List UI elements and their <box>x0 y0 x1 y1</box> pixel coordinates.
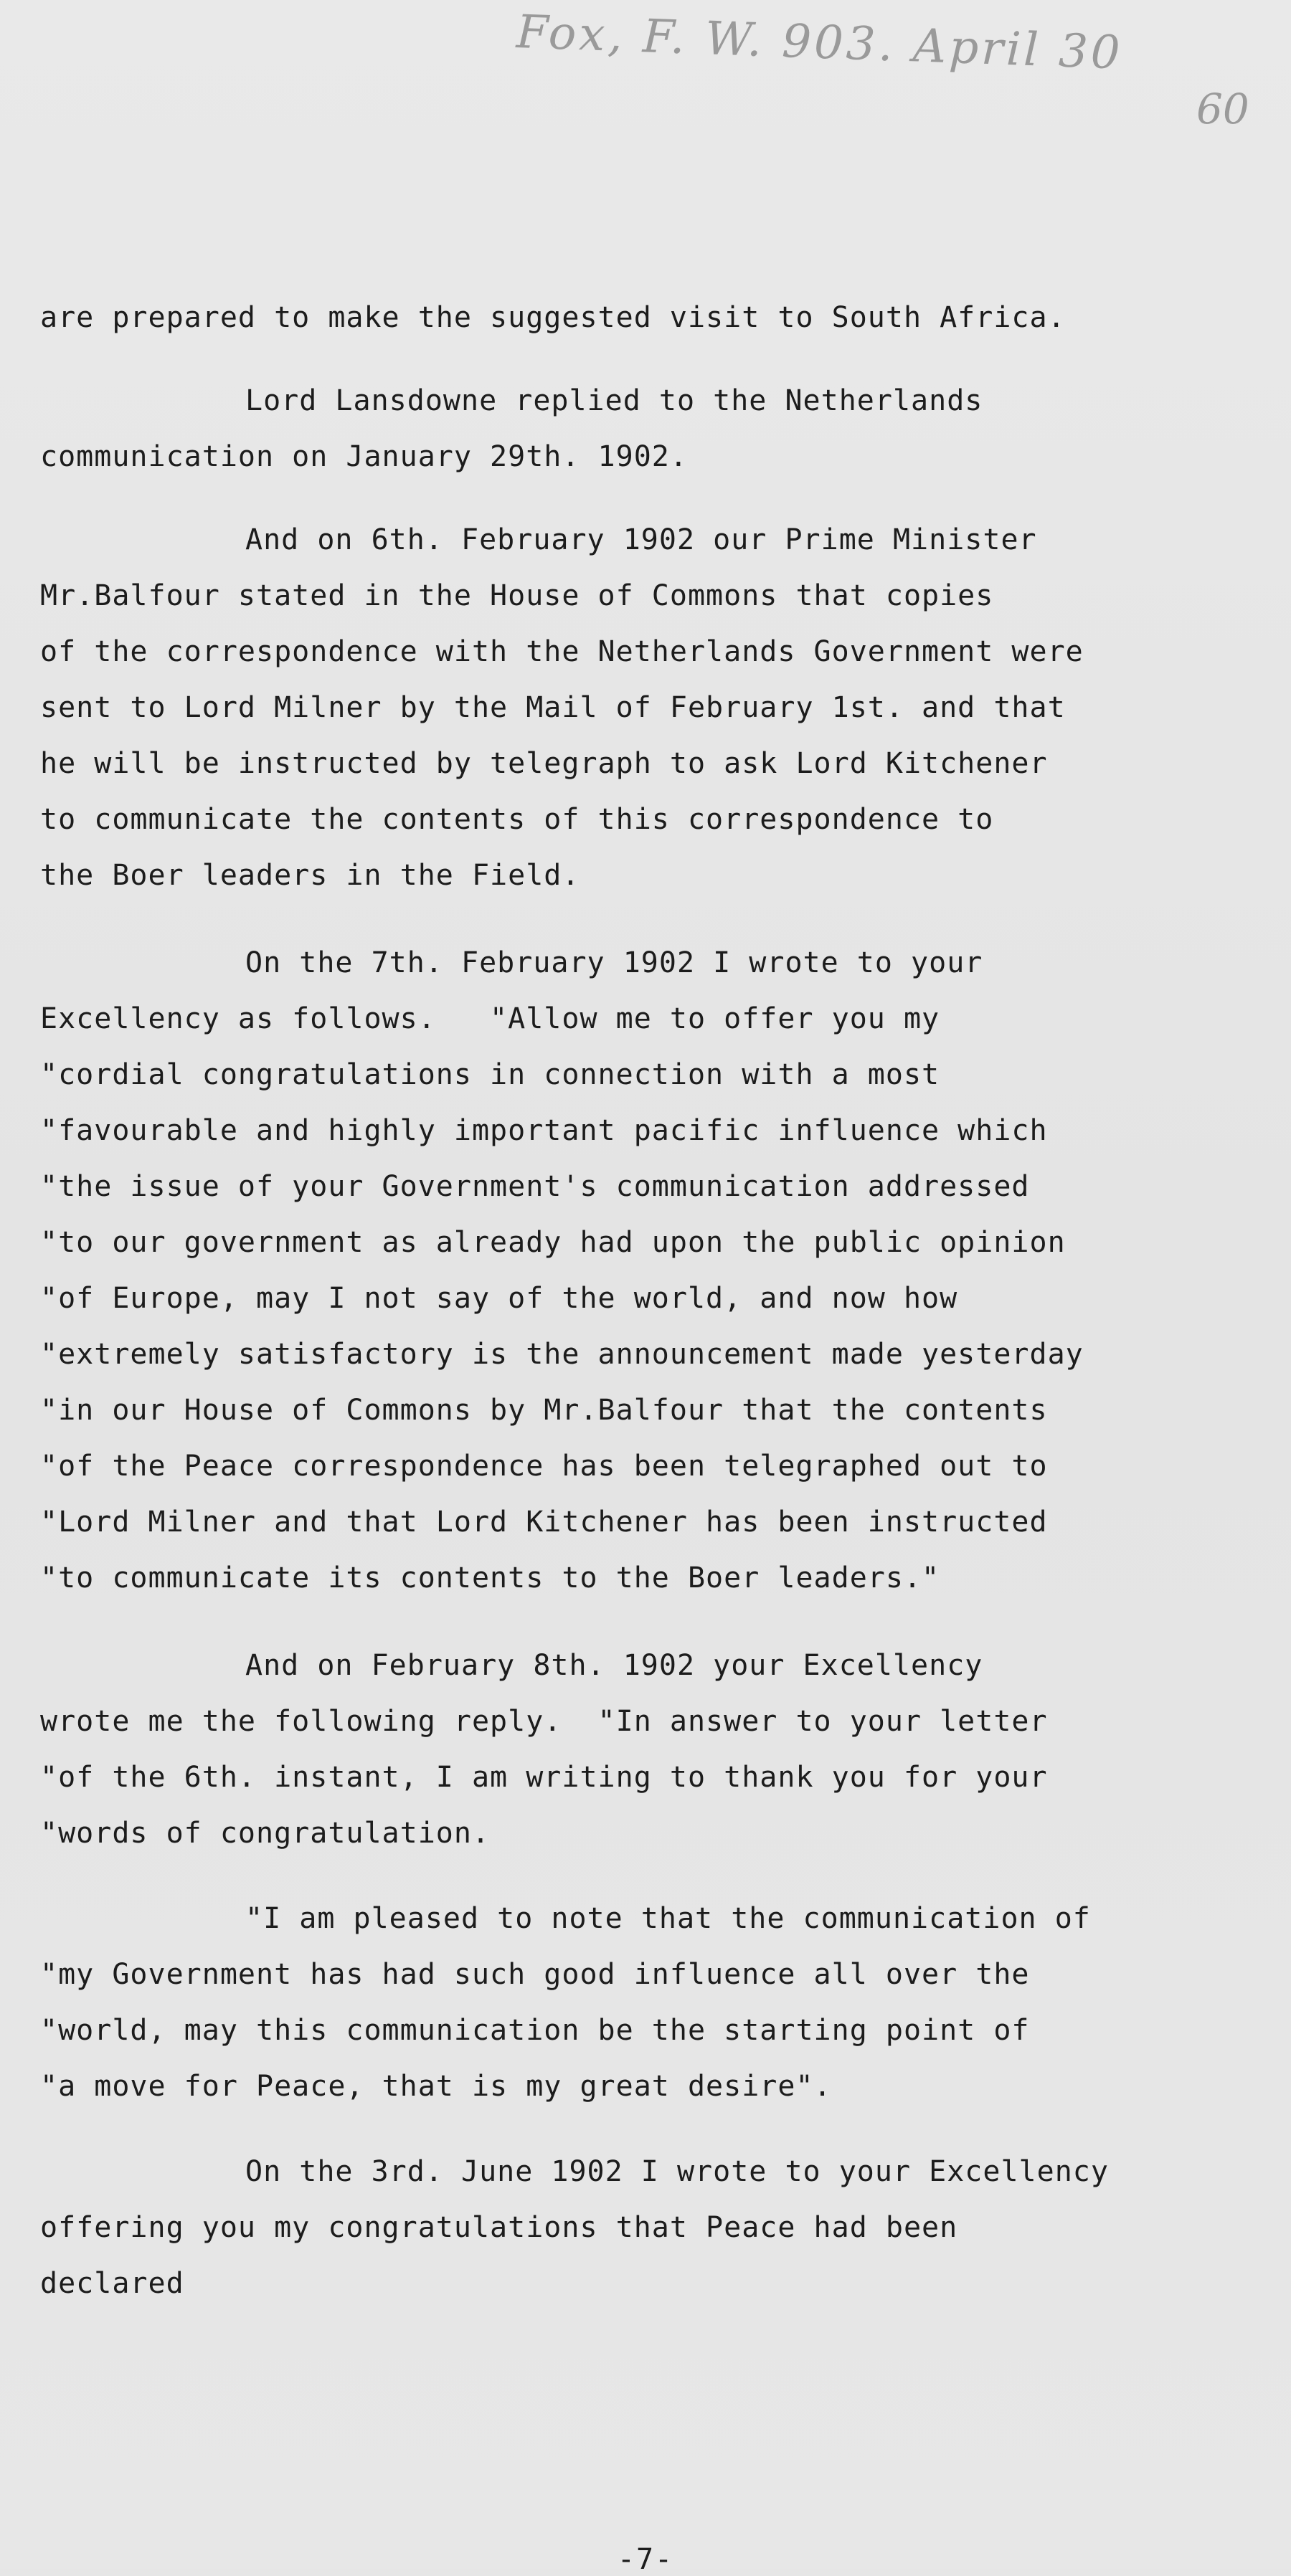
text-line: "world, may this communication be the starting point of <box>40 2014 1030 2047</box>
text-line: "in our House of Commons by Mr.Balfour that the contents <box>40 1394 1048 1427</box>
text-line: "to our government as already had upon the public opinion <box>40 1226 1066 1259</box>
paragraph-lansdowne-reply <box>40 373 1274 485</box>
paragraph-balfour-statement <box>40 512 1274 903</box>
handwritten-annotation: Fox, F. W. 903. April 30 <box>515 6 1124 80</box>
text-line: wrote me the following reply. "In answer to your letter <box>40 1705 1048 1738</box>
text-line: "words of congratulation. <box>40 1817 491 1850</box>
text-line: "I am pleased to note that the communication of <box>245 1902 1091 1935</box>
text-line: offering you my congratulations that Peace had been <box>40 2211 958 2244</box>
text-line: And on February 8th. 1902 your Excellency <box>245 1649 983 1682</box>
page-number: -7- <box>617 2543 674 2576</box>
text-line: "of the Peace correspondence has been telegraphed out to <box>40 1450 1048 1483</box>
text-line: "of Europe, may I not say of the world, and now how <box>40 1282 958 1315</box>
text-line: On the 3rd. June 1902 I wrote to your Excellency <box>245 2155 1109 2188</box>
text-line: "extremely satisfactory is the announcement made yesterday <box>40 1338 1084 1371</box>
paragraph-reply-feb-8 <box>40 1638 1274 1861</box>
text-line: Lord Lansdowne replied to the Netherlands <box>245 384 983 417</box>
text-line: "the issue of your Government's communication addressed <box>40 1170 1030 1203</box>
text-line: "my Government has had such good influence all over the <box>40 1958 1030 1991</box>
paragraph-letter-feb-7 <box>40 935 1274 1606</box>
text-line: the Boer leaders in the Field. <box>40 859 580 892</box>
paragraph-continuation <box>40 290 1274 346</box>
text-line: "to communicate its contents to the Boer leaders." <box>40 1562 940 1594</box>
text-line: declared <box>40 2267 184 2300</box>
text-line: And on 6th. February 1902 our Prime Minister <box>245 523 1037 556</box>
text-line: "favourable and highly important pacific influence which <box>40 1114 1048 1147</box>
text-line: communication on January 29th. 1902. <box>40 440 688 473</box>
text-line: Mr.Balfour stated in the House of Commons that copies <box>40 579 994 612</box>
text-line: "of the 6th. instant, I am writing to thank you for your <box>40 1761 1048 1794</box>
text-line: he will be instructed by telegraph to ask Lord Kitchener <box>40 747 1048 780</box>
text-line: "a move for Peace, that is my great desire". <box>40 2070 832 2103</box>
text-line: of the correspondence with the Netherlands Government were <box>40 635 1084 668</box>
paragraph-quoted-reply <box>40 1891 1274 2114</box>
paragraph-letter-june-3 <box>40 2144 1274 2311</box>
text-line: On the 7th. February 1902 I wrote to your <box>245 946 983 979</box>
text-line: "cordial congratulations in connection with a most <box>40 1058 940 1091</box>
text-line: are prepared to make the suggested visit to South Africa. <box>40 301 1066 334</box>
text-line: sent to Lord Milner by the Mail of February 1st. and that <box>40 691 1066 724</box>
handwritten-folio-number: 60 <box>1196 85 1249 133</box>
text-line: "Lord Milner and that Lord Kitchener has been instructed <box>40 1506 1048 1539</box>
text-line: to communicate the contents of this correspondence to <box>40 803 994 836</box>
text-line: Excellency as follows. "Allow me to offer you my <box>40 1002 940 1035</box>
